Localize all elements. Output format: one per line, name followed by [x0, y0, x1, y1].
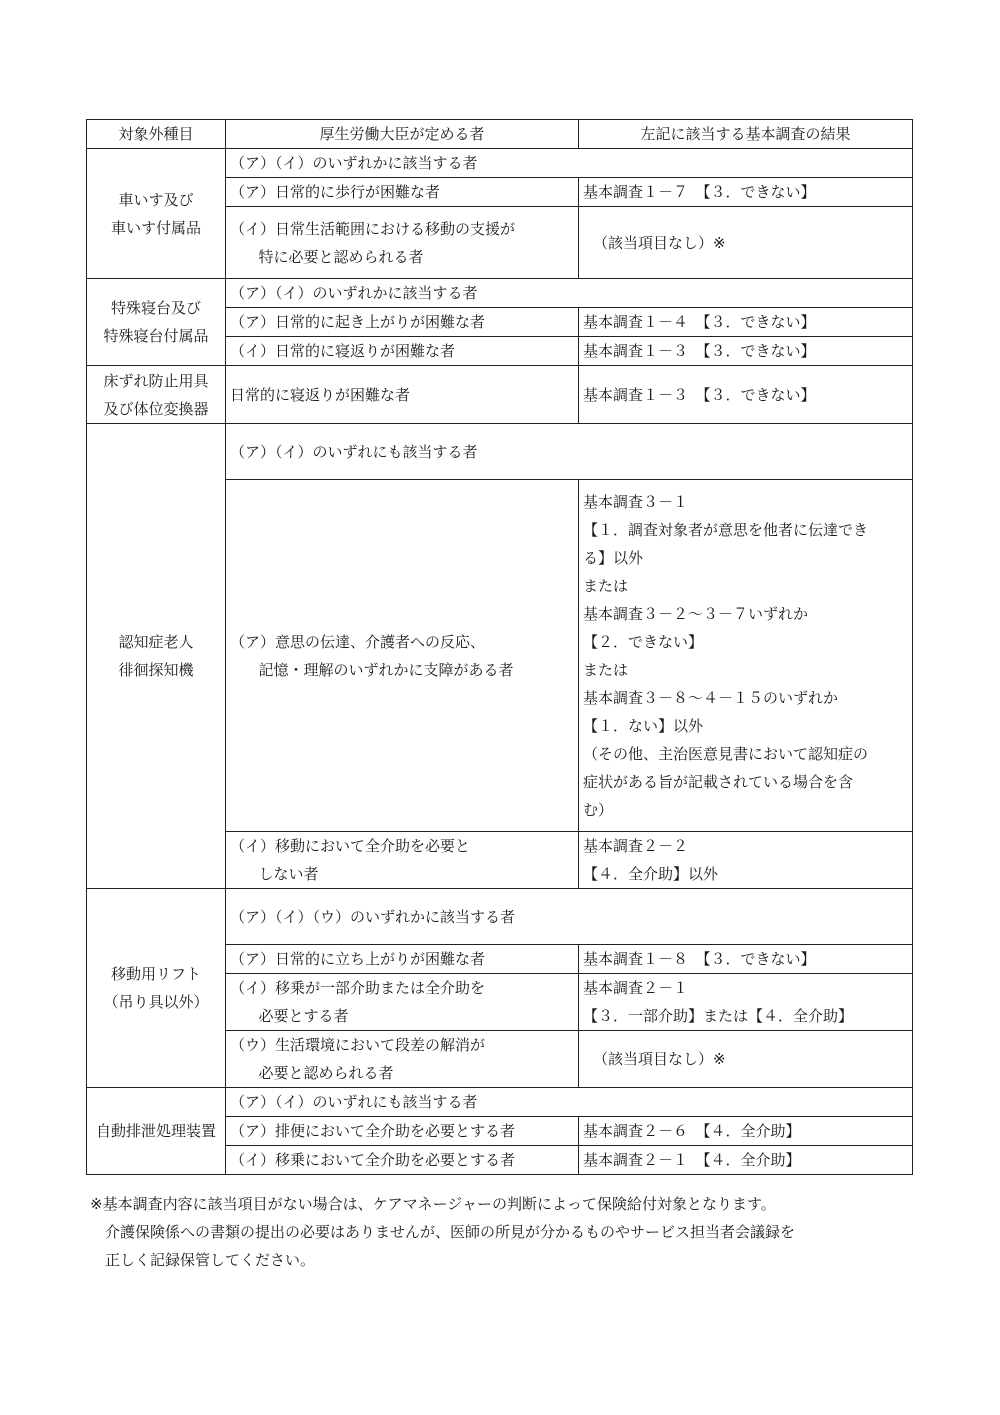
who-cell: （ア）日常的に立ち上がりが困難な者 — [226, 945, 579, 974]
table-row — [87, 889, 913, 945]
result-cell: 基本調査１－３ 【３．できない】 — [579, 366, 913, 424]
category-dementia: 認知症老人 徘徊探知機 — [87, 424, 226, 889]
result-cell: 基本調査２－１ 【４．全介助】 — [579, 1146, 913, 1175]
who-cell: （イ）移乗において全介助を必要とする者 — [226, 1146, 579, 1175]
condition-wheelchair: （ア）（イ）のいずれかに該当する者 — [226, 149, 913, 178]
footnote-line: 正しく記録保管してください。 — [105, 1251, 316, 1269]
table-row — [87, 1088, 913, 1117]
category-bedsore: 床ずれ防止用具 及び体位変換器 — [87, 366, 226, 424]
footnote-line: ※基本調査内容に該当項目がない場合は、ケアマネージャーの判断によって保険給付対象となります。 — [90, 1195, 776, 1213]
criteria-table — [86, 119, 913, 1175]
who-cell: （ウ）生活環境において段差の解消が 必要と認められる者 — [226, 1031, 579, 1088]
who-cell: （イ）移乗が一部介助または全介助を 必要とする者 — [226, 974, 579, 1031]
condition-lift: （ア）（イ）（ウ）のいずれかに該当する者 — [226, 889, 913, 945]
who-cell: （ア）排便において全介助を必要とする者 — [226, 1117, 579, 1146]
result-cell: 基本調査２－２ 【４．全介助】以外 — [579, 832, 913, 889]
result-cell: 基本調査１－７ 【３．できない】 — [579, 178, 913, 207]
result-cell: （該当項目なし）※ — [579, 207, 913, 279]
footnote-line: 介護保険係への書類の提出の必要はありませんが、医師の所見が分かるものやサービス担当者会議録を — [105, 1223, 796, 1241]
result-cell: 基本調査１－４ 【３．できない】 — [579, 308, 913, 337]
result-cell: 基本調査１－３ 【３．できない】 — [579, 337, 913, 366]
who-cell: 日常的に寝返りが困難な者 — [226, 366, 579, 424]
result-cell: 基本調査１－８ 【３．できない】 — [579, 945, 913, 974]
table-row — [87, 366, 913, 424]
result-cell: 基本調査２－１ 【３．一部介助】または【４．全介助】 — [579, 974, 913, 1031]
who-cell: （ア）意思の伝達、介護者への反応、 記憶・理解のいずれかに支障がある者 — [226, 480, 579, 832]
category-bed: 特殊寝台及び 特殊寝台付属品 — [87, 279, 226, 366]
who-cell: （イ）移動において全介助を必要と しない者 — [226, 832, 579, 889]
category-wheelchair: 車いす及び 車いす付属品 — [87, 149, 226, 279]
category-excretion: 自動排泄処理装置 — [87, 1088, 226, 1175]
who-cell: （ア）日常的に起き上がりが困難な者 — [226, 308, 579, 337]
who-cell: （イ）日常生活範囲における移動の支援が 特に必要と認められる者 — [226, 207, 579, 279]
condition-excretion: （ア）（イ）のいずれにも該当する者 — [226, 1088, 913, 1117]
header-category: 対象外種目 — [87, 120, 226, 149]
table-row — [87, 424, 913, 480]
table-row — [87, 149, 913, 178]
header-row — [87, 120, 913, 149]
who-cell: （イ）日常的に寝返りが困難な者 — [226, 337, 579, 366]
result-cell: 基本調査２－６ 【４．全介助】 — [579, 1117, 913, 1146]
who-cell: （ア）日常的に歩行が困難な者 — [226, 178, 579, 207]
condition-dementia: （ア）（イ）のいずれにも該当する者 — [226, 424, 913, 480]
category-lift: 移動用リフト （吊り具以外） — [87, 889, 226, 1088]
result-cell: 基本調査３－１ 【１．調査対象者が意思を他者に伝達でき る】以外 または 基本調査３－２～３－７いずれか 【２．できない】 または 基本調査３－８～４－１５のいずれか 【１．ない】以外 （その他、主治医意見書において認知症の 症状がある旨が記載されている場合を含 む） — [579, 480, 913, 832]
header-result: 左記に該当する基本調査の結果 — [579, 120, 913, 149]
table-row — [87, 279, 913, 308]
header-person: 厚生労働大臣が定める者 — [226, 120, 579, 149]
result-cell: （該当項目なし）※ — [579, 1031, 913, 1088]
footnote — [90, 1190, 940, 1274]
condition-bed: （ア）（イ）のいずれかに該当する者 — [226, 279, 913, 308]
